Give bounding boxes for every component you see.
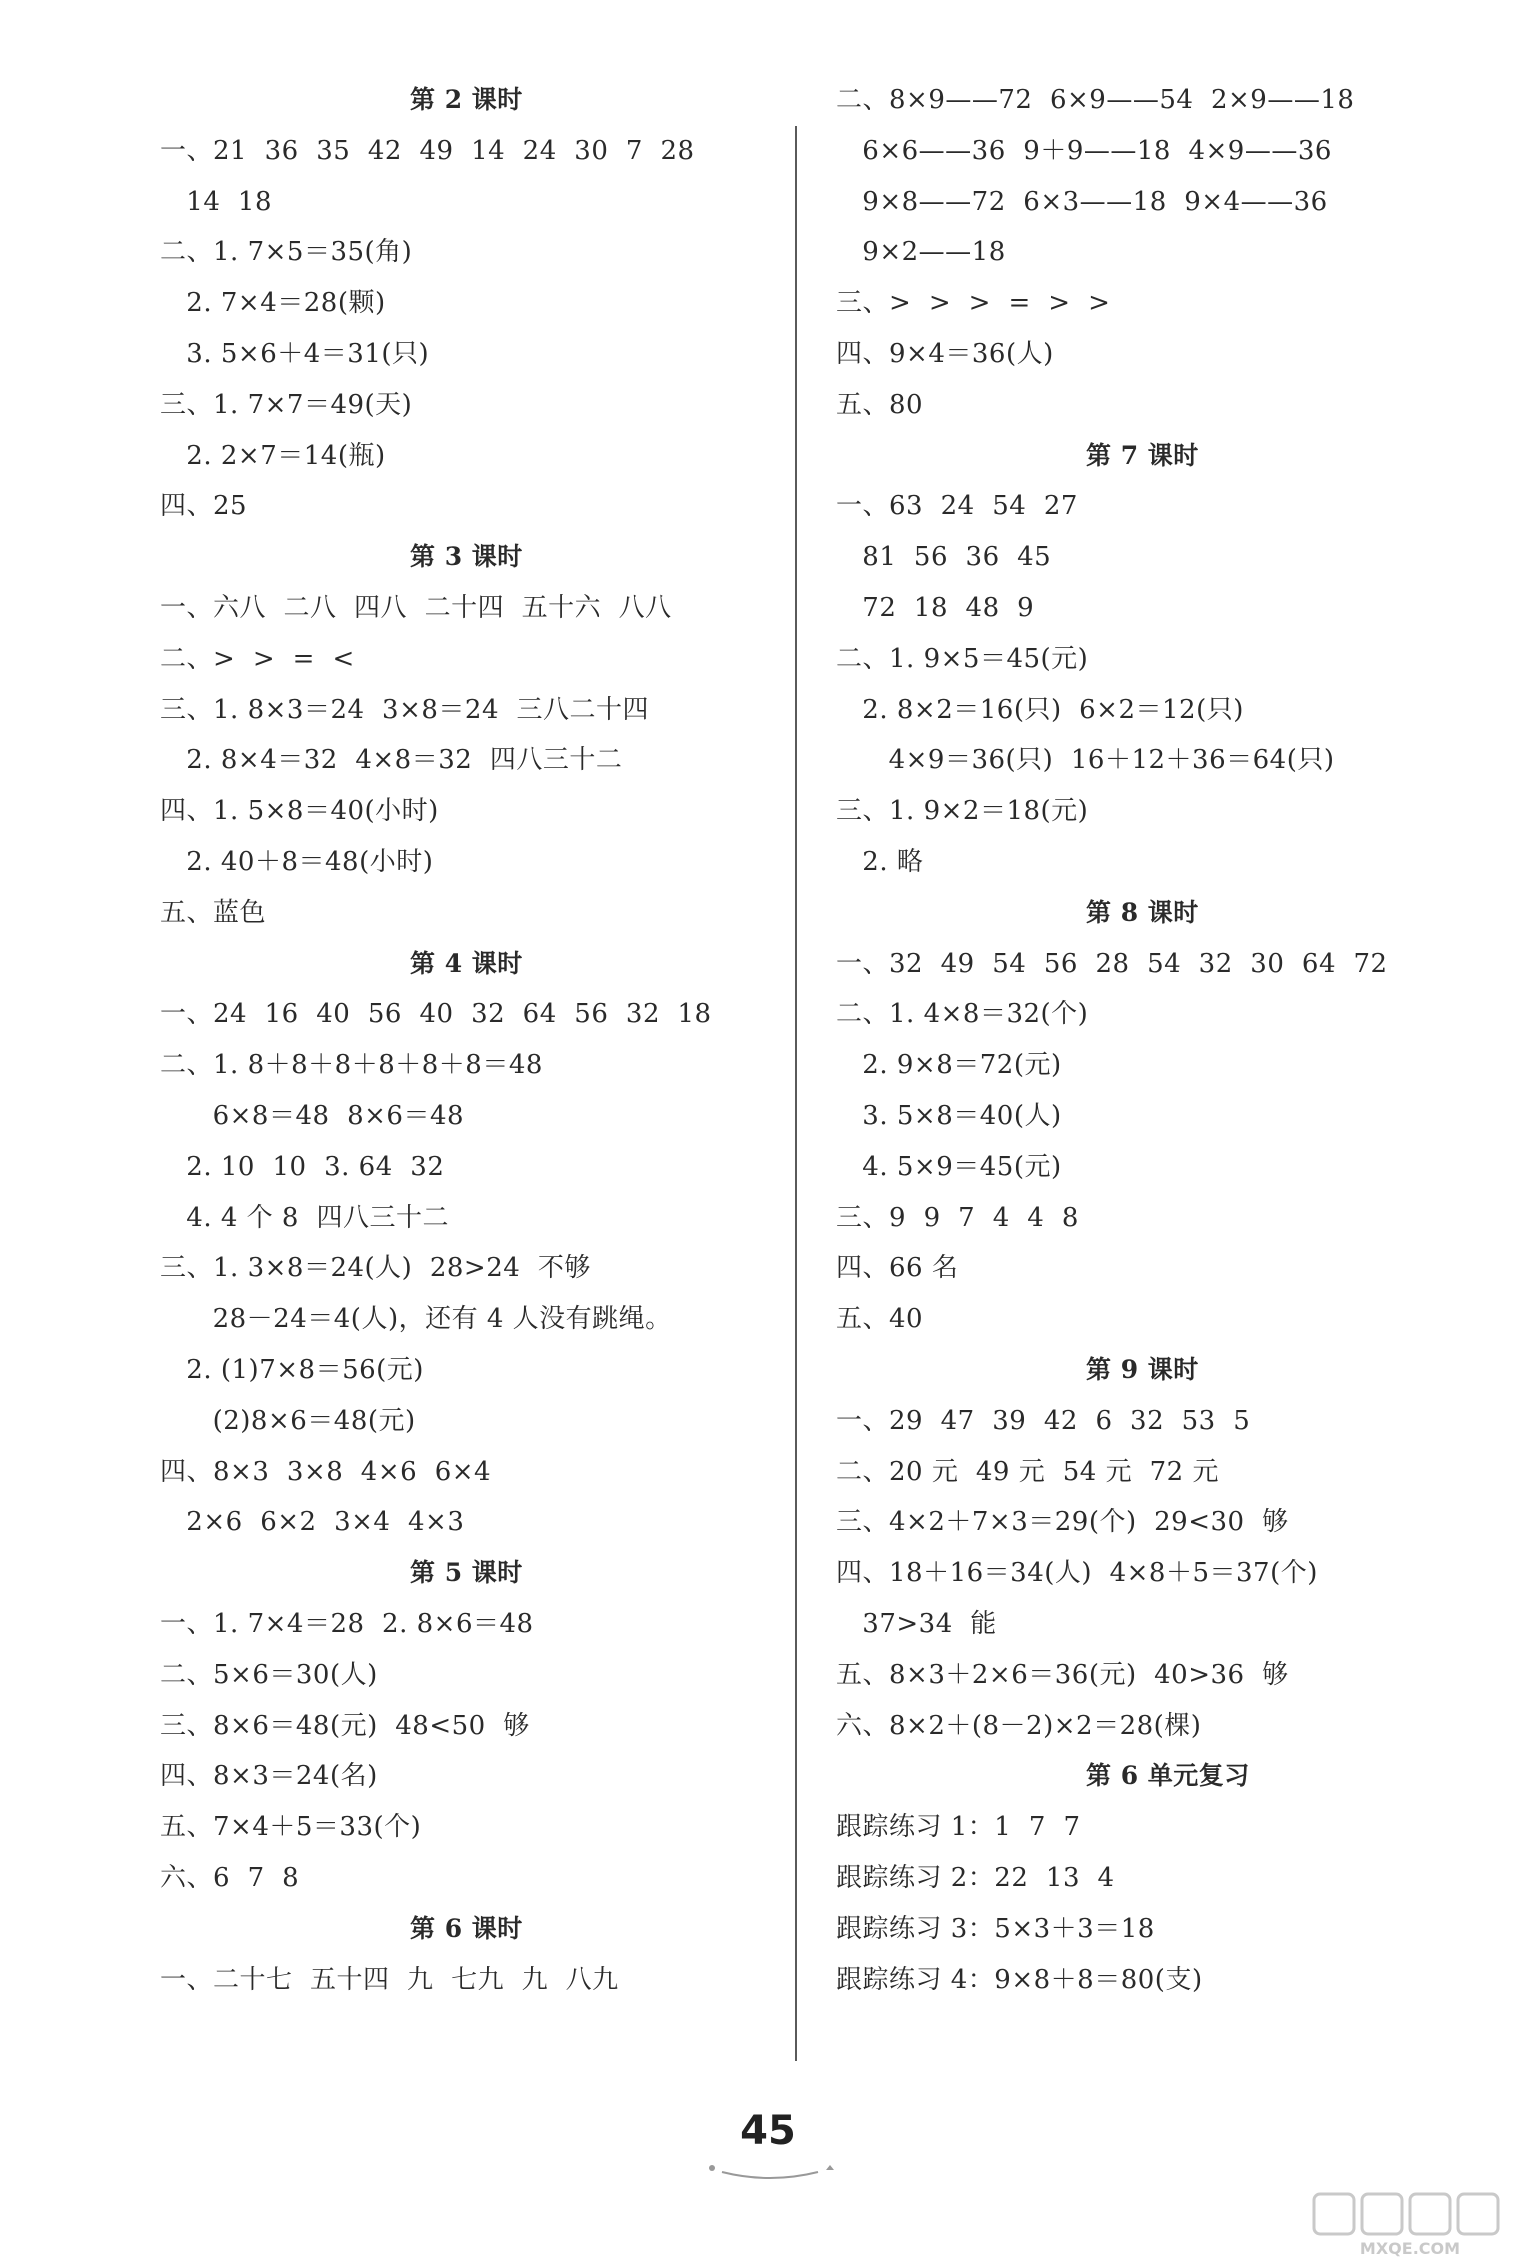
answer-line: 一、63 24 54 27 xyxy=(836,491,1078,522)
answer-line: 2. 2×7＝14(瓶) xyxy=(160,440,386,471)
lesson-heading: 第 5 课时 xyxy=(410,1558,523,1588)
lesson-heading: 第 6 课时 xyxy=(410,1913,523,1943)
answer-line: 2. 7×4＝28(颗) xyxy=(160,288,386,319)
answer-line: 2. 40＋8＝48(小时) xyxy=(160,847,434,877)
answer-line: 28－24＝4(人)，还有 4 人没有跳绳。 xyxy=(160,1304,672,1335)
lesson-heading: 第 2 课时 xyxy=(410,85,523,114)
watermark-text: MXQE.COM xyxy=(1359,2239,1461,2258)
answer-line: 五、80 xyxy=(836,389,924,420)
page-number: 45 xyxy=(740,2108,796,2154)
answer-line: 四、18＋16＝34(人) 4×8＋5＝37(个) xyxy=(836,1558,1318,1589)
lesson-heading: 第 8 课时 xyxy=(1086,897,1199,927)
answer-line: 9×2——18 xyxy=(836,237,1006,268)
answer-line: 14 18 xyxy=(160,186,272,217)
answer-line: 五、40 xyxy=(836,1304,924,1335)
answer-line: 二、8×9——72 6×9——54 2×9——18 xyxy=(836,85,1355,115)
answer-line: 二、1. 9×5＝45(元) xyxy=(836,643,1089,674)
answer-line: 五、7×4＋5＝33(个) xyxy=(160,1812,422,1843)
answer-line: 81 56 36 45 xyxy=(836,542,1052,573)
answer-line: 2. 9×8＝72(元) xyxy=(836,1050,1062,1081)
answer-line: 37>34 能 xyxy=(836,1609,997,1639)
answer-line: 三、1. 9×2＝18(元) xyxy=(836,796,1089,827)
answer-line: 4×9＝36(只) 16＋12＋36＝64(只) xyxy=(836,745,1335,776)
answer-line: 2×6 6×2 3×4 4×3 xyxy=(160,1507,465,1538)
watermark-logo xyxy=(1310,2190,1520,2260)
answer-line: 三、4×2＋7×3＝29(个) 29<30 够 xyxy=(836,1507,1289,1538)
answer-line: 四、25 xyxy=(160,491,248,522)
answer-line: (2)8×6＝48(元) xyxy=(160,1405,416,1436)
answer-line: 3. 5×6＋4＝31(只) xyxy=(160,339,430,369)
answer-line: 五、8×3＋2×6＝36(元) 40>36 够 xyxy=(836,1659,1289,1690)
answer-line: 三、8×6＝48(元) 48<50 够 xyxy=(160,1710,530,1741)
answer-line: 6×6——36 9＋9——18 4×9——36 xyxy=(836,135,1332,166)
answer-line: 三、> > > = > > xyxy=(836,288,1111,319)
answer-line: 四、8×3 3×8 4×6 6×4 xyxy=(160,1456,492,1487)
answer-line: 一、21 36 35 42 49 14 24 30 7 28 xyxy=(160,135,695,166)
answer-line: 2. 8×2＝16(只) 6×2＝12(只) xyxy=(836,694,1244,725)
answer-line: 一、1. 7×4＝28 2. 8×6＝48 xyxy=(160,1609,534,1639)
answer-line: 72 18 48 9 xyxy=(836,593,1035,623)
answer-line: 二、20 元 49 元 54 元 72 元 xyxy=(836,1456,1219,1487)
answer-line: 6×8＝48 8×6＝48 xyxy=(160,1101,465,1131)
answer-line: 跟踪练习 4：9×8＋8＝80(支) xyxy=(836,1964,1203,1995)
answer-line: 二、1. 7×5＝35(角) xyxy=(160,237,413,268)
answer-line: 一、六八 二八 四八 二十四 五十六 八八 xyxy=(160,593,672,623)
answer-line: 三、1. 8×3＝24 3×8＝24 三八二十四 xyxy=(160,694,650,725)
answer-line: 三、1. 7×7＝49(天) xyxy=(160,389,413,420)
answer-line: 2. 10 10 3. 64 32 xyxy=(160,1151,445,1182)
answer-line: 一、29 47 39 42 6 32 53 5 xyxy=(836,1405,1251,1436)
answer-line: 四、9×4＝36(人) xyxy=(836,339,1054,369)
answer-line: 跟踪练习 2：22 13 4 xyxy=(836,1863,1115,1893)
answer-line: 4. 5×9＝45(元) xyxy=(836,1151,1062,1182)
answer-line: 2. 8×4＝32 4×8＝32 四八三十二 xyxy=(160,745,623,776)
lesson-heading: 第 6 单元复习 xyxy=(1086,1761,1250,1791)
answer-line: 4. 4 个 8 四八三十二 xyxy=(160,1202,450,1233)
answer-line: 二、1. 4×8＝32(个) xyxy=(836,999,1089,1030)
column-divider xyxy=(795,126,797,2061)
answer-line: 9×8——72 6×3——18 9×4——36 xyxy=(836,186,1328,217)
answer-line: 二、1. 8＋8＋8＋8＋8＋8＝48 xyxy=(160,1050,543,1081)
page-ornament xyxy=(700,2162,840,2182)
lesson-heading: 第 3 课时 xyxy=(410,542,523,572)
answer-line: 跟踪练习 3：5×3＋3＝18 xyxy=(836,1913,1155,1944)
answer-line: 六、6 7 8 xyxy=(160,1863,300,1893)
answer-line: 一、24 16 40 56 40 32 64 56 32 18 xyxy=(160,999,712,1030)
answer-line: 跟踪练习 1：1 7 7 xyxy=(836,1812,1081,1843)
answer-line: 四、8×3＝24(名) xyxy=(160,1761,378,1792)
answer-line: 2. (1)7×8＝56(元) xyxy=(160,1355,424,1385)
answer-line: 一、32 49 54 56 28 54 32 30 64 72 xyxy=(836,948,1388,979)
answer-line: 三、1. 3×8＝24(人) 28>24 不够 xyxy=(160,1253,591,1284)
lesson-heading: 第 4 课时 xyxy=(410,948,523,978)
answer-line: 三、9 9 7 4 4 8 xyxy=(836,1202,1079,1233)
answer-line: 3. 5×8＝40(人) xyxy=(836,1101,1062,1131)
answer-line: 二、> > = < xyxy=(160,643,355,674)
answer-line: 四、66 名 xyxy=(836,1253,959,1284)
answer-line: 一、二十七 五十四 九 七九 九 八九 xyxy=(160,1964,619,1995)
answer-line: 四、1. 5×8＝40(小时) xyxy=(160,796,439,827)
lesson-heading: 第 9 课时 xyxy=(1086,1355,1199,1384)
answer-line: 2. 略 xyxy=(836,847,924,877)
lesson-heading: 第 7 课时 xyxy=(1086,440,1199,470)
answer-line: 二、5×6＝30(人) xyxy=(160,1659,378,1690)
answer-line: 五、蓝色 xyxy=(160,897,267,928)
answer-line: 六、8×2＋(8－2)×2＝28(棵) xyxy=(836,1710,1202,1741)
